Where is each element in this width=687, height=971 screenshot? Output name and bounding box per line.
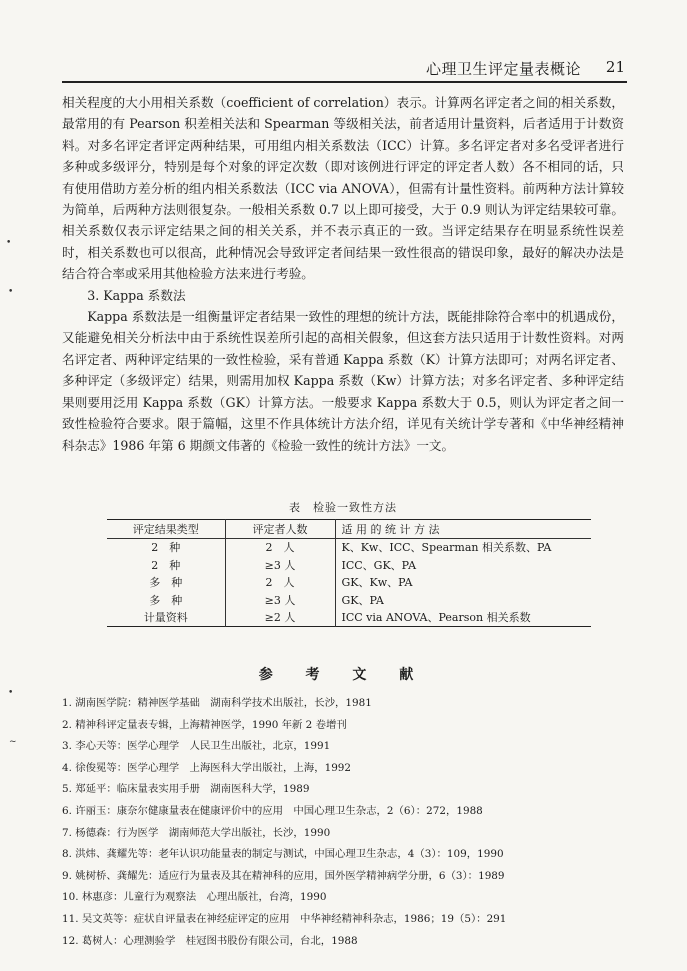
- reference-item: 5. 郑延平：临床量表实用手册 湖南医科大学，1989: [62, 783, 310, 796]
- page-number: 21: [605, 58, 625, 76]
- table-header-cell: 评定者人数: [225, 520, 335, 539]
- table-cell: ≥2 人: [225, 609, 335, 627]
- table-cell: ICC via ANOVA、Pearson 相关系数: [335, 609, 591, 627]
- reference-item: 9. 姚树桥、龚耀先：适应行为量表及其在精神科的应用，国外医学精神病学分册，6（3）：1989: [62, 869, 505, 882]
- scan-speck: ~: [9, 737, 17, 747]
- reference-item: 11. 吴文英等：症状自评量表在神经症评定的应用 中华神经精神科杂志，1986；19（5）：291: [62, 912, 507, 925]
- references-list: [62, 693, 627, 952]
- running-header: [62, 55, 627, 83]
- table-header-cell: 评定结果类型: [107, 520, 225, 539]
- table-cell: 多 种: [149, 576, 183, 590]
- reference-item: 10. 林惠彦：儿童行为观察法 心理出版社，台湾，1990: [62, 891, 327, 904]
- reference-item: 2. 精神科评定量表专辑，上海精神医学，1990 年新 2 卷增刊: [62, 718, 347, 731]
- table-cell: 2 人: [225, 574, 335, 592]
- table-cell: 计量资料: [143, 611, 188, 625]
- table-cell: ICC、GK、PA: [335, 556, 591, 574]
- section-heading-kappa: 3. Kappa 系数法: [87, 287, 186, 303]
- table-row: [107, 591, 591, 609]
- header-title: 心理卫生评定量表概论: [425, 60, 581, 78]
- scan-speck: •: [8, 688, 14, 698]
- reference-item: 7. 杨德森：行为医学 湖南师范大学出版社，长沙，1990: [62, 826, 331, 839]
- consistency-methods-table: [107, 519, 591, 627]
- table-row: [107, 574, 591, 592]
- reference-item: 12. 葛树人：心理测验学 桂冠图书股份有限公司，台北，1988: [62, 934, 358, 947]
- table-cell: 2 种: [151, 541, 181, 555]
- scan-speck: •: [8, 287, 14, 297]
- reference-item: 3. 李心天等：医学心理学 人民卫生出版社，北京，1991: [62, 740, 331, 753]
- reference-item: 1. 湖南医学院：精神医学基础 湖南科学技术出版社，长沙，1981: [62, 697, 372, 709]
- table-row: [107, 556, 591, 574]
- table-cell: GK、Kw、PA: [335, 574, 591, 592]
- table-row: [107, 538, 591, 556]
- table-cell: GK、PA: [335, 591, 591, 609]
- scan-speck: •: [6, 238, 12, 248]
- reference-item: 4. 徐俊冕等：医学心理学 上海医科大学出版社，上海，1992: [62, 761, 352, 774]
- table-row: [107, 609, 591, 627]
- reference-item: 8. 洪炜、龚耀先等：老年认识功能量表的制定与测试，中国心理卫生杂志，4（3）：109，1990: [62, 848, 504, 861]
- paragraph-kappa: Kappa 系数法是一组衡量评定者结果一致性的理想的统计方法，既能排除符合率中的机遇成份，又能避免相关分析法中由于系统性误差所引起的高相关假象，但这套方法只适用于计数性资料。对两名评定者、两种评定结果的一致性检验，采有普通 Kappa 系数（K）计算方法即可；对两名评定者、多种评定（多级评定）结果，则需用加权 Kappa 系数（Kw）计算方法；对多名评定者、多种评定结果则要用泛用 Kappa 系数（GK）计算方法。一般要求 Kappa 系数大于 0.5，则认为评定者之间一致性检验符合要求。限于篇幅，这里不作具体统计方法介绍，详见有关统计学专著和《中华神经精神科杂志》1986 年第 6 期颜文伟著的《检验一致性的统计方法》一文。: [62, 309, 624, 453]
- table-cell: ≥3 人: [225, 591, 335, 609]
- table-cell: 2 种: [151, 558, 181, 572]
- table-cell: 多 种: [149, 593, 183, 607]
- table-cell: ≥3 人: [225, 556, 335, 574]
- reference-item: 6. 许丽玉：康奈尔健康量表在健康评价中的应用 中国心理卫生杂志，2（6）：272，1988: [62, 804, 483, 817]
- table-header-row: [107, 520, 591, 539]
- body-text: [62, 92, 624, 456]
- references-title: 参 考 文 献: [258, 667, 428, 683]
- table-cell: K、Kw、ICC、Spearman 相关系数、PA: [335, 538, 591, 556]
- table-header-cell: 适 用 的 统 计 方 法: [335, 520, 591, 539]
- table-cell: 2 人: [225, 538, 335, 556]
- table-caption: 表 检验一致性方法: [289, 501, 397, 514]
- paragraph-correlation: 相关程度的大小用相关系数（coefficient of correlation）表示。计算两名评定者之间的相关系数，最常用的有 Pearson 积差相关法和 Spearman 等级相关法，前者适用计量资料，后者适用于计数资料。对多名评定者评定两种结果，可用组内相关系数法（ICC）计算。多名评定者对多名受评者进行多种或多级评分，特别是每个对象的评定次数（即对该例进行评定的评定者人数）各不相同的话，只有使用借助方差分析的组内相关系数法（ICC via ANOVA），但需有计量性资料。前两种方法计算较为简单，后两种方法则很复杂。一般相关系数 0.7 以上即可接受，大于 0.9 则认为评定结果较可靠。相关系数仅表示评定结果之间的相关关系，并不表示真正的一致。当评定结果存在明显系统性误差时，相关系数也可以很高，此种情况会导致评定者间结果一致性很高的错误印象，最好的解决办法是结合符合率或采用其他检验方法来进行考验。: [62, 95, 624, 282]
